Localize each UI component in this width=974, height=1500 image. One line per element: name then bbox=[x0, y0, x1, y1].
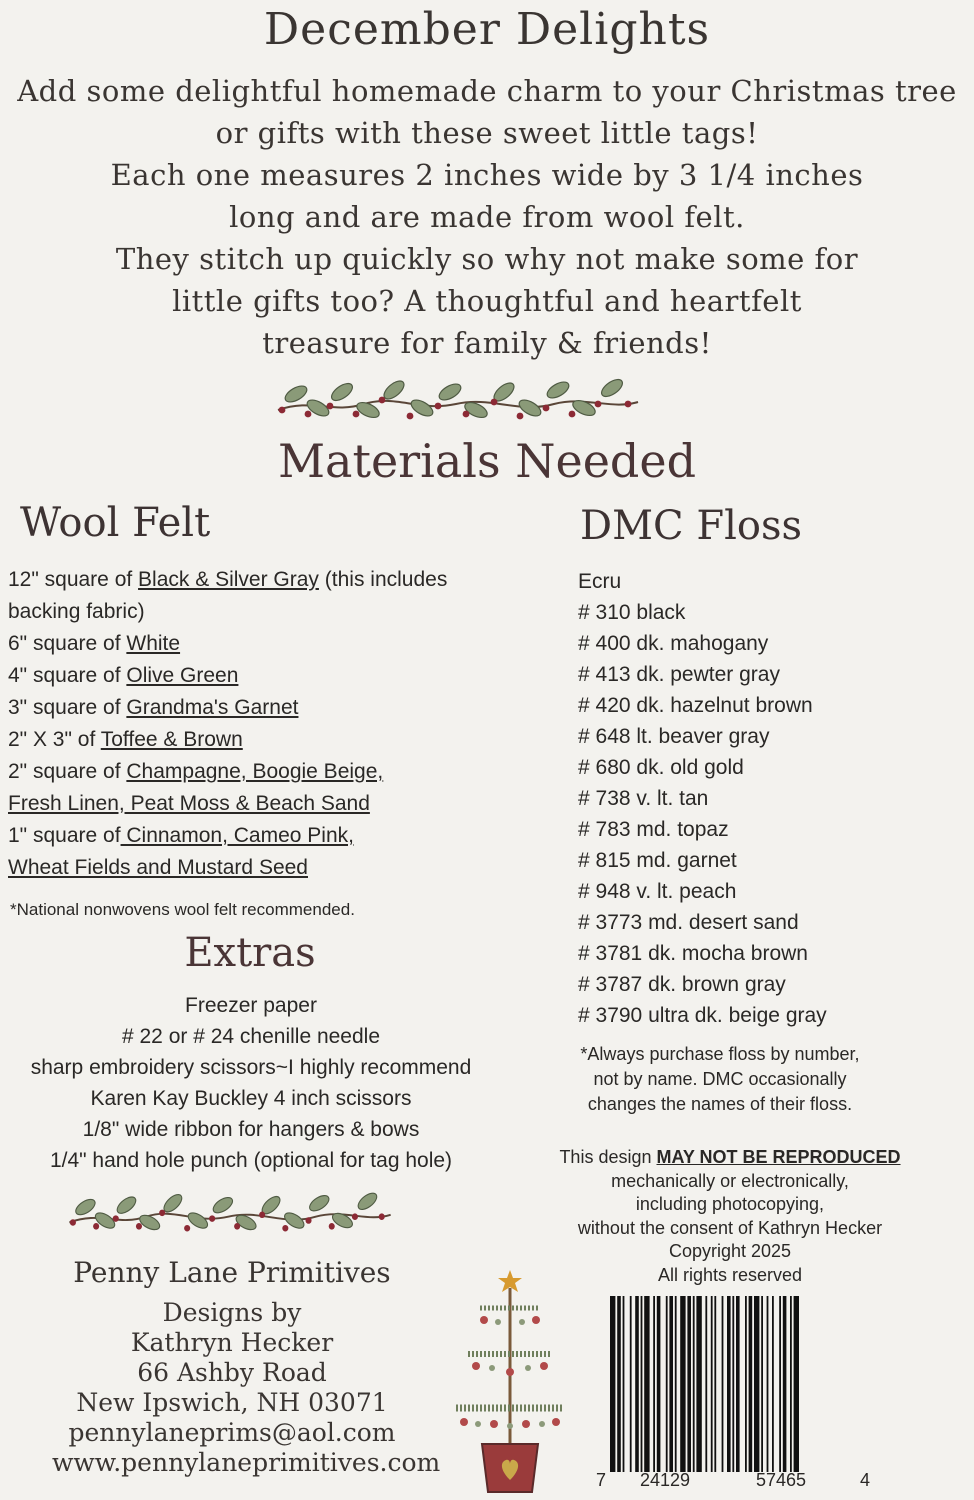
felt-color-name: Grandma's Garnet bbox=[126, 696, 299, 719]
intro-line: or gifts with these sweet little tags! bbox=[215, 116, 759, 150]
copyright-warning: MAY NOT BE REPRODUCED bbox=[656, 1147, 901, 1167]
barcode-bar bbox=[657, 1296, 661, 1472]
extras-item: 1/4" hand hole punch (optional for tag hole) bbox=[49, 1149, 453, 1172]
holly-berry bbox=[517, 413, 524, 420]
barcode-bar bbox=[754, 1296, 759, 1472]
barcode-bar bbox=[779, 1296, 781, 1472]
barcode-digit-left: 7 bbox=[596, 1470, 607, 1490]
holly-berry bbox=[209, 1215, 215, 1222]
barcode-bar bbox=[630, 1296, 632, 1472]
address-line: Designs by bbox=[162, 1298, 302, 1327]
copyright-line: All rights reserved bbox=[657, 1264, 803, 1285]
felt-color-name: Wheat Fields and Mustard Seed bbox=[8, 856, 308, 879]
felt-size-text: 12" square of bbox=[8, 568, 139, 591]
holly-vine-decoration bbox=[272, 370, 644, 422]
holly-berry bbox=[379, 397, 386, 404]
holly-berry bbox=[329, 1223, 335, 1230]
holly-berry bbox=[327, 403, 334, 410]
designer-address bbox=[52, 1298, 441, 1478]
floss-item: # 648 lt. beaver gray bbox=[578, 725, 770, 748]
note-line: *Always purchase floss by number, bbox=[580, 1044, 860, 1064]
holly-berry bbox=[379, 1213, 385, 1220]
felt-size-text: 6" square of bbox=[8, 632, 127, 655]
barcode-bar bbox=[711, 1296, 713, 1472]
wool-felt-list bbox=[8, 564, 528, 884]
barcode-bar bbox=[794, 1296, 799, 1472]
holly-berry bbox=[569, 411, 576, 418]
copyright-prefix: This design bbox=[559, 1147, 657, 1167]
barcode-digit-right: 4 bbox=[860, 1470, 871, 1490]
barcode-bar bbox=[693, 1296, 695, 1472]
wool-felt-item bbox=[8, 596, 528, 628]
holly-berry bbox=[625, 401, 632, 408]
intro-line: They stitch up quickly so why not make some for bbox=[115, 242, 859, 276]
note-line: changes the names of their floss. bbox=[587, 1094, 853, 1114]
holly-berry bbox=[352, 1213, 358, 1220]
barcode-bar bbox=[653, 1296, 655, 1472]
felt-size-text: 4" square of bbox=[8, 664, 127, 687]
holly-leaf bbox=[283, 383, 310, 405]
barcode-bar bbox=[727, 1296, 731, 1472]
barcode-bar bbox=[635, 1296, 639, 1472]
wool-felt-item bbox=[8, 692, 528, 724]
holly-berry bbox=[234, 1223, 240, 1230]
holly-leaf bbox=[437, 381, 464, 403]
company-name: Penny Lane Primitives bbox=[73, 1256, 391, 1289]
floss-item: # 3790 ultra dk. beige gray bbox=[578, 1004, 827, 1027]
barcode-bar bbox=[623, 1296, 625, 1472]
wool-felt-item bbox=[8, 660, 528, 692]
extras-item: Freezer paper bbox=[185, 994, 317, 1017]
holly-berry bbox=[93, 1223, 99, 1230]
felt-size-text: backing fabric) bbox=[8, 600, 145, 623]
holly-vine-decoration-bottom bbox=[64, 1184, 396, 1234]
holly-berry bbox=[136, 1223, 142, 1230]
barcode-bar bbox=[610, 1296, 615, 1472]
holly-leaf bbox=[307, 1192, 331, 1214]
barcode-bar bbox=[644, 1296, 649, 1472]
felt-color-name: Olive Green bbox=[126, 664, 239, 687]
dmc-floss-heading: DMC Floss bbox=[580, 503, 803, 549]
copyright-line: without the consent of Kathryn Hecker bbox=[577, 1217, 883, 1238]
barcode-bar bbox=[680, 1296, 685, 1472]
extras-item: sharp embroidery scissors~I highly recommend bbox=[30, 1056, 472, 1079]
felt-color-name: Black & Silver Gray bbox=[138, 568, 319, 591]
copyright-line bbox=[520, 1146, 940, 1170]
barcode-bar bbox=[767, 1296, 769, 1472]
holly-leaf bbox=[329, 380, 356, 404]
holly-berry bbox=[353, 411, 360, 418]
felt-size-text: 2" X 3" of bbox=[8, 728, 101, 751]
felt-size-text: 2" square of bbox=[8, 760, 127, 783]
holly-berry bbox=[435, 403, 442, 410]
wool-felt-heading: Wool Felt bbox=[20, 500, 211, 546]
floss-item: # 413 dk. pewter gray bbox=[578, 663, 780, 686]
holly-berry bbox=[491, 399, 498, 406]
floss-item: # 680 dk. old gold bbox=[578, 756, 744, 779]
extras-heading: Extras bbox=[184, 930, 316, 976]
felt-color-name: Fresh Linen, Peat Moss & Beach Sand bbox=[8, 792, 370, 815]
barcode-bar bbox=[736, 1296, 740, 1472]
floss-item: # 783 md. topaz bbox=[578, 818, 729, 841]
barcode-bar bbox=[749, 1296, 753, 1472]
holly-leaf bbox=[73, 1196, 97, 1218]
extras-item: # 22 or # 24 chenille needle bbox=[121, 1025, 381, 1048]
intro-line: treasure for family & friends! bbox=[262, 326, 712, 360]
holly-berry bbox=[306, 1217, 312, 1224]
floss-item: # 815 md. garnet bbox=[578, 849, 737, 872]
intro-line: Add some delightful homemade charm to your Christmas tree bbox=[17, 74, 957, 108]
extras-list bbox=[0, 990, 502, 1176]
floss-item: # 3781 dk. mocha brown bbox=[578, 942, 808, 965]
extras-item: Karen Kay Buckley 4 inch scissors bbox=[90, 1087, 412, 1110]
holly-leaf bbox=[115, 1194, 139, 1217]
extras-item: 1/8" wide ribbon for hangers & bows bbox=[82, 1118, 420, 1141]
barcode-group-1: 24129 bbox=[640, 1470, 691, 1490]
intro-line: little gifts too? A thoughtful and heartfelt bbox=[172, 284, 802, 318]
barcode-bar bbox=[722, 1296, 724, 1472]
wool-felt-note: *National nonwovens wool felt recommended. bbox=[10, 900, 355, 919]
copyright-notice bbox=[520, 1146, 940, 1287]
holly-berry bbox=[279, 407, 286, 414]
barcode-bar bbox=[790, 1296, 792, 1472]
felt-color-name: Cinnamon, Cameo Pink, bbox=[120, 824, 354, 847]
felt-color-name: Champagne, Boogie Beige, bbox=[126, 760, 384, 783]
feather-tree-illustration bbox=[448, 1268, 574, 1494]
holly-leaf bbox=[599, 376, 626, 400]
barcode bbox=[606, 1290, 860, 1498]
barcode-bar bbox=[714, 1296, 716, 1472]
holly-leaf bbox=[356, 1190, 380, 1213]
address-website: www.pennylaneprimitives.com bbox=[52, 1448, 441, 1477]
intro-text bbox=[0, 70, 974, 364]
felt-size-text: 3" square of bbox=[8, 696, 127, 719]
holly-berry bbox=[463, 411, 470, 418]
dmc-floss-list bbox=[578, 566, 827, 1031]
copyright-line: Copyright 2025 bbox=[668, 1241, 792, 1261]
barcode-bar bbox=[675, 1296, 677, 1472]
barcode-bar bbox=[687, 1296, 691, 1472]
intro-line: Each one measures 2 inches wide by 3 1/4 inches bbox=[110, 158, 864, 192]
holly-berry bbox=[184, 1225, 190, 1232]
felt-size-text: 1" square of bbox=[8, 824, 121, 847]
holly-leaf bbox=[545, 379, 572, 401]
barcode-bar bbox=[705, 1296, 707, 1472]
barcode-group-2: 57465 bbox=[756, 1470, 807, 1490]
wool-felt-item bbox=[8, 756, 528, 788]
wool-felt-item bbox=[8, 628, 528, 660]
barcode-bar bbox=[666, 1296, 668, 1472]
floss-item: # 3773 md. desert sand bbox=[578, 911, 799, 934]
wool-felt-item bbox=[8, 564, 528, 596]
floss-item: # 738 v. lt. tan bbox=[578, 787, 709, 810]
holly-berry bbox=[113, 1215, 119, 1222]
barcode-bar bbox=[732, 1296, 734, 1472]
copyright-line: mechanically or electronically, bbox=[611, 1170, 849, 1191]
holly-berry bbox=[543, 405, 550, 412]
holly-berry bbox=[159, 1210, 165, 1217]
floss-item: # 400 dk. mahogany bbox=[578, 632, 769, 655]
wool-felt-item bbox=[8, 724, 528, 756]
address-line: New Ipswich, NH 03071 bbox=[76, 1388, 388, 1417]
address-line: 66 Ashby Road bbox=[137, 1358, 327, 1387]
barcode-bar bbox=[696, 1296, 701, 1472]
copyright-line: including photocopying, bbox=[635, 1194, 825, 1214]
floss-item: # 3787 dk. brown gray bbox=[578, 973, 786, 996]
felt-size-text: (this includes bbox=[318, 568, 448, 591]
barcode-bar bbox=[641, 1296, 643, 1472]
floss-item: # 310 black bbox=[578, 601, 686, 624]
intro-line: long and are made from wool felt. bbox=[229, 200, 745, 234]
floss-item: # 420 dk. hazelnut brown bbox=[578, 694, 813, 717]
wool-felt-item bbox=[8, 820, 528, 852]
address-line: Kathryn Hecker bbox=[130, 1328, 334, 1357]
note-line: not by name. DMC occasionally bbox=[593, 1069, 847, 1089]
holly-berry bbox=[259, 1212, 265, 1219]
felt-color-name: White bbox=[126, 632, 181, 655]
dmc-floss-note bbox=[540, 1042, 900, 1117]
felt-color-name: Toffee & Brown bbox=[100, 728, 243, 751]
barcode-bar bbox=[783, 1296, 787, 1472]
barcode-number bbox=[596, 1470, 876, 1494]
holly-berry bbox=[407, 413, 414, 420]
barcode-bar bbox=[761, 1296, 763, 1472]
wool-felt-item bbox=[8, 788, 528, 820]
barcode-bar bbox=[772, 1296, 774, 1472]
barcode-bar bbox=[745, 1296, 747, 1472]
floss-item: Ecru bbox=[578, 570, 622, 593]
wool-felt-item bbox=[8, 852, 528, 884]
holly-berry bbox=[70, 1219, 76, 1226]
holly-berry bbox=[305, 411, 312, 418]
floss-item: # 948 v. lt. peach bbox=[578, 880, 737, 903]
address-email: pennylaneprims@aol.com bbox=[68, 1418, 396, 1447]
holly-leaf bbox=[211, 1194, 235, 1216]
page-title: December Delights bbox=[263, 4, 711, 55]
barcode-bar bbox=[669, 1296, 673, 1472]
materials-heading: Materials Needed bbox=[277, 434, 697, 488]
barcode-bar bbox=[617, 1296, 621, 1472]
holly-berry bbox=[282, 1225, 288, 1232]
holly-berry bbox=[595, 401, 602, 408]
